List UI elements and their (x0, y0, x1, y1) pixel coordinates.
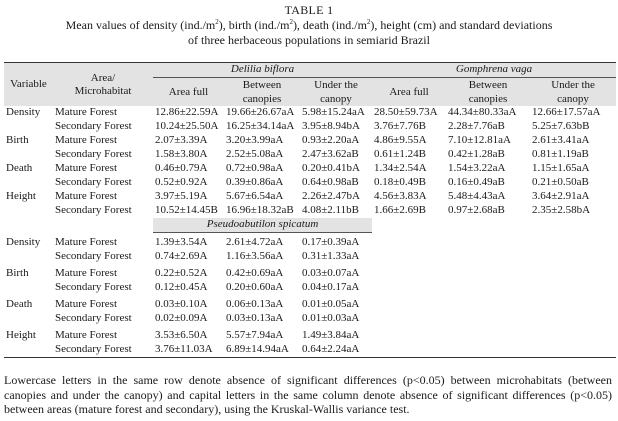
row-variable (4, 176, 53, 190)
cell-value: 2.07±3.39A (155, 134, 208, 146)
table-row (4, 250, 616, 264)
header-under-2: Under the (530, 78, 616, 93)
cell-value: 0.93±2.20aA (302, 134, 360, 146)
header-area-full-2: Area full (372, 78, 446, 107)
header-between-2: Between (446, 78, 530, 93)
cell-value: 44.34±80.33aA (448, 106, 517, 118)
row-variable (4, 250, 53, 264)
row-area: Secondary Forest (55, 148, 132, 160)
row-area: Secondary Forest (55, 204, 132, 216)
cell-value: 0.17±0.39aA (302, 236, 360, 248)
cell-value: 0.97±2.68aB (448, 204, 505, 216)
table-row (4, 326, 616, 343)
table-row (4, 295, 616, 312)
cell-value: 0.02±0.09A (155, 312, 208, 324)
row-area: Secondary Forest (55, 120, 132, 132)
cell-value: 5.48±4.43aA (448, 190, 506, 202)
row-variable: Density (6, 106, 41, 118)
row-variable: Birth (6, 267, 29, 279)
table-row (4, 343, 616, 358)
cell-value: 1.39±3.54A (155, 236, 208, 248)
row-area: Mature Forest (55, 267, 118, 279)
cell-value: 4.56±3.83A (374, 190, 427, 202)
blank-cell (372, 343, 446, 358)
blank-cell (372, 233, 446, 251)
cell-value: 2.35±2.58bA (532, 204, 591, 216)
blank-cell (372, 281, 446, 295)
cell-value: 0.21±0.50aB (532, 176, 589, 188)
cell-value: 1.34±2.54A (374, 162, 427, 174)
species-pseudoabutilon-spicatum: Pseudoabutilon spicatum (153, 218, 372, 233)
cell-value: 0.03±0.10A (155, 298, 208, 310)
cell-value: 0.01±0.05aA (302, 298, 360, 310)
cell-value: 7.10±12.81aA (448, 134, 511, 146)
blank-cell (446, 295, 530, 312)
blank-cell (372, 264, 446, 281)
cell-value: 0.04±0.17aA (302, 281, 360, 293)
row-area: Mature Forest (55, 190, 118, 202)
row-area: Secondary Forest (55, 343, 132, 355)
blank-cell (530, 343, 616, 358)
cell-value: 0.81±1.19aB (532, 148, 589, 160)
cell-value: 5.98±15.24aA (302, 106, 365, 118)
cell-value: 1.15±1.65aA (532, 162, 590, 174)
cell-value: 1.66±2.69B (374, 204, 426, 216)
cell-value: 1.58±3.80A (155, 148, 208, 160)
blank-cell (372, 295, 446, 312)
cell-value: 0.72±0.98aA (226, 162, 284, 174)
cell-value: 0.64±0.98aB (302, 176, 359, 188)
cell-value: 0.06±0.13aA (226, 298, 284, 310)
cell-value: 12.66±17.57aA (532, 106, 601, 118)
header-between-1: Between (224, 78, 300, 93)
blank-cell (530, 250, 616, 264)
species-gomphrena-vaga: Gomphrena vaga (372, 63, 616, 78)
table-caption-line1: Mean values of density $(ind./m^2)$, birth $(ind./m^2)$, death $(ind./m^2)$, height (cm) and standard deviations (65, 18, 553, 32)
cell-value: 5.25±7.63bB (532, 120, 590, 132)
table-row (4, 106, 616, 120)
blank-cell (446, 250, 530, 264)
table-caption-line2: of three herbaceous populations in semiarid Brazil (188, 33, 430, 47)
blank-cell (530, 326, 616, 343)
blank-cell (530, 218, 616, 233)
row-variable (4, 204, 53, 218)
cell-value: 0.42±1.28aB (448, 148, 505, 160)
data-table: Variable Area/ Microhabitat Delilia biflora Gomphrena vaga Area full Between Under the Area full Between Under the canopies canopy canopies canopy Density Mature Forest 12.86±22.59A 19.66±26.67aA 5.98±15.24aA 28.50±59.73A 44.34±80.33aA 12.66±17.57aA Secondary Forest 10.24±25.50A 16.25±34.14aA 3.95±8.94bA 3.76±7.76B 2.28±7.76aB 5.25±7.63bB Birth Mature Forest 2.07±3.39A 3.20±3.99aA 0.93±2.20aA 4.86±9.55A 7.10±12.81aA 2.61±3.41aA Secondary Forest 1.58±3.80A 2.52±5.08aA 2.47±3.62aB 0.61±1.24B 0.42±1.28aB 0.81±1.19aB Death Mature Forest 0.46±0.79A 0.72±0.98aA 0.20±0.41bA 1.34±2.54A 1.54±3.22aA 1.15±1.65aA Secondary Forest 0.52±0.92A 0.39±0.86aA 0.64±0.98aB 0.18±0.49B 0.16±0.49aB 0.21±0.50aB Height Mature Forest 3.97±5.19A 5.67±6.54aA 2.26±2.47bA 4.56±3.83A 5.48±4.43aA 3.64±2.91aA Secondary Forest 10.52±14.45B 16.96±18.32aB 4.08±2.11bB 1.66±2.69B 0.97±2.68aB 2.35±2.58bA Pseudoabutilon spicatum Density Mature Forest 1.39±3.54A 2.61±4.72aA 0.17±0.39aA Secondary Forest 0.74±2.69A 1.16±3.56aA 0.31±1.33aA Birth Mature Forest 0.22±0.52A 0.42±0.69aA 0.03±0.07aA Secondary Forest 0.12±0.45A 0.20±0.60aA 0.04±0.17aA Death Mature Forest 0.03±0.10A 0.06±0.13aA 0.01±0.05aA Secondary Forest 0.02±0.09A 0.03±0.13aA 0.01±0.03aA Height Mature Forest 3.53±6.50A 5.57±7.94aA 1.49±3.84aA Secondary Forest 3.76±11.03A 6.89±14.94aA 0.64±2.24aA (4, 62, 616, 358)
cell-value: 2.61±3.41aA (532, 134, 590, 146)
table-row (4, 162, 616, 176)
cell-value: 3.64±2.91aA (532, 190, 590, 202)
cell-value: 3.53±6.50A (155, 329, 208, 341)
cell-value: 4.08±2.11bB (302, 204, 359, 216)
cell-value: 0.20±0.41bA (302, 162, 360, 174)
row-area: Secondary Forest (55, 312, 132, 324)
cell-value: 19.66±26.67aA (226, 106, 295, 118)
blank-cell (372, 250, 446, 264)
row-area: Secondary Forest (55, 250, 132, 262)
cell-value: 0.12±0.45A (155, 281, 208, 293)
blank-cell (446, 312, 530, 326)
cell-value: 0.64±2.24aA (302, 343, 360, 355)
table-row (4, 148, 616, 162)
row-variable (4, 343, 53, 358)
row-variable: Birth (6, 134, 29, 146)
blank-cell (372, 326, 446, 343)
row-area: Mature Forest (55, 235, 118, 248)
blank-cell (53, 218, 153, 233)
header-under-1: Under the (300, 78, 372, 93)
blank-cell (446, 326, 530, 343)
cell-value: 1.54±3.22aA (448, 162, 506, 174)
blank-cell (372, 218, 446, 233)
blank-cell (446, 281, 530, 295)
cell-value: 0.01±0.03aA (302, 312, 360, 324)
cell-value: 1.49±3.84aA (302, 329, 360, 341)
table-row (4, 190, 616, 204)
cell-value: 2.52±5.08aA (226, 148, 284, 160)
row-variable: Death (6, 298, 33, 310)
table-row (4, 134, 616, 148)
row-variable (4, 281, 53, 295)
row-area: Mature Forest (55, 134, 118, 146)
table-title-block (0, 3, 618, 48)
row-area: Mature Forest (55, 162, 118, 174)
blank-cell (530, 281, 616, 295)
species-delilia-biflora: Delilia biflora (153, 63, 372, 78)
cell-value: 0.31±1.33aA (302, 250, 360, 262)
table-footnote: Lowercase letters in the same row denote absence of significant differences (p<0.05) between microhabitats (between canopies and under the canopy) and capital letters in the same column denote absence of significant differences (p<0.05) between areas (mature forest and secondary), using the Kruskal-Wallis variance test. (4, 373, 612, 416)
row-variable: Height (6, 190, 36, 202)
table-row (4, 312, 616, 326)
cell-value: 0.03±0.07aA (302, 267, 360, 279)
blank-cell (530, 295, 616, 312)
blank-cell (446, 343, 530, 358)
cell-value: 10.24±25.50A (155, 120, 219, 132)
blank-cell (446, 233, 530, 251)
cell-value: 3.20±3.99aA (226, 134, 284, 146)
blank-cell (530, 312, 616, 326)
cell-value: 10.52±14.45B (155, 204, 218, 216)
blank-cell (530, 264, 616, 281)
cell-value: 0.42±0.69aA (226, 267, 284, 279)
row-variable (4, 312, 53, 326)
cell-value: 28.50±59.73A (374, 106, 438, 118)
cell-value: 0.16±0.49aB (448, 176, 505, 188)
header-area-full-1: Area full (153, 78, 224, 107)
cell-value: 2.47±3.62aB (302, 148, 359, 160)
header-variable: Variable (4, 63, 53, 107)
table-row (4, 233, 616, 251)
row-variable: Height (6, 329, 36, 341)
cell-value: 16.96±18.32aB (226, 204, 294, 216)
cell-value: 0.61±1.24B (374, 148, 426, 160)
cell-value: 0.52±0.92A (155, 176, 208, 188)
cell-value: 3.76±7.76B (374, 120, 426, 132)
row-variable (4, 120, 53, 134)
row-area: Mature Forest (55, 106, 118, 118)
blank-cell (372, 312, 446, 326)
cell-value: 5.57±7.94aA (226, 329, 284, 341)
cell-value: 0.46±0.79A (155, 162, 208, 174)
table-row (4, 176, 616, 190)
cell-value: 2.28±7.76aB (448, 120, 505, 132)
row-area: Secondary Forest (55, 281, 132, 293)
cell-value: 3.97±5.19A (155, 190, 208, 202)
table-row (4, 264, 616, 281)
cell-value: 4.86±9.55A (374, 134, 427, 146)
cell-value: 5.67±6.54aA (226, 190, 284, 202)
cell-value: 12.86±22.59A (155, 106, 219, 118)
cell-value: 3.76±11.03A (155, 343, 213, 355)
cell-value: 0.22±0.52A (155, 267, 208, 279)
blank-cell (446, 218, 530, 233)
cell-value: 2.26±2.47bA (302, 190, 360, 202)
cell-value: 0.20±0.60aA (226, 281, 284, 293)
cell-value: 3.95±8.94bA (302, 120, 360, 132)
cell-value: 0.74±2.69A (155, 250, 208, 262)
table-label: TABLE 1 (284, 3, 334, 17)
row-variable: Density (6, 235, 41, 248)
cell-value: 0.39±0.86aA (226, 176, 284, 188)
blank-cell (4, 218, 53, 233)
row-area: Mature Forest (55, 329, 118, 341)
cell-value: 2.61±4.72aA (226, 236, 284, 248)
cell-value: 0.03±0.13aA (226, 312, 284, 324)
row-area: Mature Forest (55, 298, 118, 310)
row-area: Secondary Forest (55, 176, 132, 188)
table-row (4, 281, 616, 295)
row-variable: Death (6, 162, 33, 174)
row-variable (4, 148, 53, 162)
blank-cell (530, 233, 616, 251)
table-row (4, 204, 616, 218)
table-row (4, 120, 616, 134)
header-area: Area/ Microhabitat (53, 63, 153, 107)
cell-value: 0.18±0.49B (374, 176, 426, 188)
species3-header-row (4, 218, 616, 233)
cell-value: 16.25±34.14aA (226, 120, 295, 132)
cell-value: 6.89±14.94aA (226, 343, 289, 355)
cell-value: 1.16±3.56aA (226, 250, 284, 262)
blank-cell (446, 264, 530, 281)
